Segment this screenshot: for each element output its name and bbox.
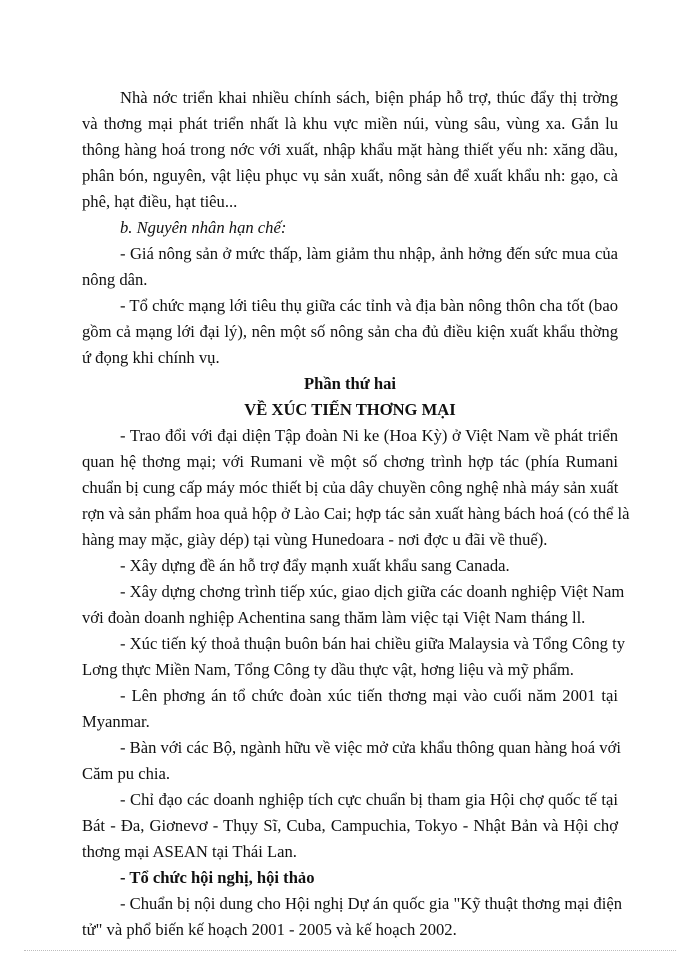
page-bottom-divider — [24, 950, 676, 951]
body-text-line: - Xây dựng đề án hỗ trợ đẩy mạnh xuất khẩu sang Canada. — [120, 556, 510, 575]
body-text-line: - Trao đổi với đại diện Tập đoàn Ni ke (Hoa Kỳ) ở Việt Nam về phát triển — [120, 426, 618, 445]
body-text-line: thơng mại ASEAN tại Thái Lan. — [82, 842, 297, 861]
body-text-line: chuẩn bị cung cấp máy móc thiết bị của dây chuyền công nghệ nhà máy sản xuất — [82, 478, 619, 497]
body-text-line: - Bàn với các Bộ, ngành hữu về việc mở cửa khẩu thông quan hàng hoá với — [120, 738, 621, 757]
body-text-line: - Xúc tiến ký thoả thuận buôn bán hai chiều giữa Malaysia và Tổng Công ty — [120, 634, 626, 653]
body-text-line: ứ đọng khi chính vụ. — [82, 348, 220, 367]
body-text-line: Lơng thực Miền Nam, Tổng Công ty dầu thực vật, hơng liệu và mỹ phẩm. — [82, 660, 574, 679]
body-text-line: rợn và sản phẩm hoa quả hộp ở Lào Cai; hợp tác sản xuất hàng bách hoá (có thể là — [82, 504, 630, 523]
body-text-line: thông hàng hoá trong nớc với xuất, nhập khẩu mặt hàng thiết yếu nh: xăng dầu, — [82, 140, 618, 159]
body-text-line: - Chỉ đạo các doanh nghiệp tích cực chuẩn bị tham gia Hội chợ quốc tế tại — [120, 790, 618, 809]
body-text-line: tử" và phổ biến kế hoạch 2001 - 2005 và kế hoạch 2002. — [82, 920, 457, 939]
body-text-line: Nhà nớc triển khai nhiều chính sách, biện pháp hỗ trợ, thúc đẩy thị trờng — [120, 88, 618, 107]
body-text-line: - Giá nông sản ở mức thấp, làm giảm thu nhập, ảnh hởng đến sức mua của — [120, 244, 618, 263]
body-text-line: gồm cả mạng lới đại lý), nên một số nông sản cha đủ điều kiện xuất khẩu thờng — [82, 322, 618, 341]
body-text-line: nông dân. — [82, 270, 148, 289]
body-text-line: - Chuẩn bị nội dung cho Hội nghị Dự án quốc gia "Kỹ thuật thơng mại điện — [120, 894, 623, 913]
section-title: VỀ XÚC TIẾN THƠNG MẠI — [244, 400, 456, 419]
body-text-line: - Tổ chức mạng lới tiêu thụ giữa các tỉnh và địa bàn nông thôn cha tốt (bao — [120, 296, 618, 315]
body-text-line: phân bón, nguyên, vật liệu phục vụ sản xuất, nông sản để xuất khẩu nh: gạo, cà — [82, 166, 618, 185]
body-text-line: - Xây dựng chơng trình tiếp xúc, giao dịch giữa các doanh nghiệp Việt Nam — [120, 582, 625, 601]
bold-subheading: - Tổ chức hội nghị, hội thảo — [120, 868, 315, 887]
body-text-line: - Lên phơng án tổ chức đoàn xúc tiến thơng mại vào cuối năm 2001 tại — [120, 686, 618, 705]
subheading: b. Nguyên nhân hạn chế: — [120, 218, 287, 237]
body-text-line: quan hệ thơng mại; với Rumani về một số chơng trình hợp tác (phía Rumani — [82, 452, 618, 471]
body-text-line: với đoàn doanh nghiệp Achentina sang thăm làm việc tại Việt Nam tháng ll. — [82, 608, 586, 627]
body-text-line: phê, hạt điều, hạt tiêu... — [82, 192, 238, 211]
body-text-line: và thơng mại phát triển nhất là khu vực miền núi, vùng sâu, vùng xa. Gắn lu — [82, 114, 618, 133]
body-text-line: Căm pu chia. — [82, 764, 171, 783]
body-text-line: Bát - Đa, Giơnevơ - Thụy Sĩ, Cuba, Campuchia, Tokyo - Nhật Bản và Hội chợ — [82, 816, 618, 835]
section-heading: Phần thứ hai — [303, 374, 397, 393]
body-text-line: Myanmar. — [82, 712, 150, 731]
body-text-line: hàng may mặc, giày dép) tại vùng Hunedoara - nơi đợc u đãi về thuế). — [82, 530, 548, 549]
